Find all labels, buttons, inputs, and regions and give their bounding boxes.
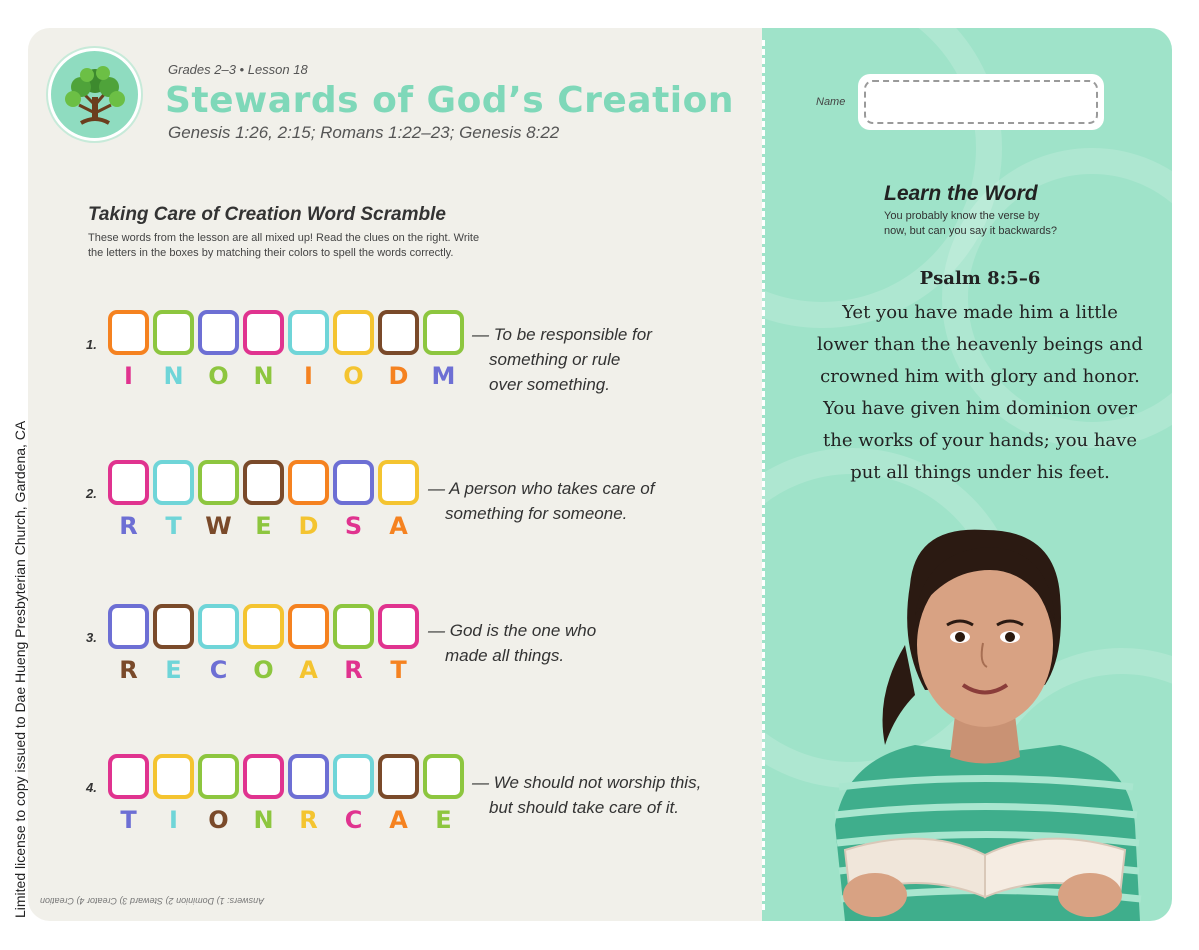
clue-line: something or rule <box>489 350 621 369</box>
letter-box[interactable] <box>198 310 239 355</box>
letter-box[interactable] <box>333 604 374 649</box>
puzzle-clue <box>472 322 652 397</box>
letter-box[interactable] <box>153 310 194 355</box>
scrambled-letter: A <box>389 806 408 834</box>
scrambled-letter: I <box>169 806 178 834</box>
puzzle-number: 4. <box>86 780 97 795</box>
letter-box[interactable] <box>108 460 149 505</box>
puzzle-clue <box>428 618 596 668</box>
letter-box[interactable] <box>108 754 149 799</box>
scrambled-letter: O <box>253 656 274 684</box>
activity-title: Taking Care of Creation Word Scramble <box>88 204 446 225</box>
girl-reading-illustration <box>815 525 1150 921</box>
letter-box[interactable] <box>288 604 329 649</box>
clue-line: — A person who takes care of <box>428 479 655 498</box>
name-field[interactable] <box>858 74 1104 130</box>
verse-line: the works of your hands; you have <box>823 430 1137 451</box>
scrambled-letter: R <box>119 656 138 684</box>
letter-box[interactable] <box>378 604 419 649</box>
scrambled-letter: T <box>390 656 407 684</box>
scrambled-letter: E <box>255 512 272 540</box>
puzzle-number: 2. <box>86 486 97 501</box>
verse-line: Yet you have made him a little <box>842 302 1118 323</box>
puzzle-number: 1. <box>86 337 97 352</box>
verse-line: put all things under his feet. <box>850 462 1110 483</box>
scrambled-letters <box>108 362 464 390</box>
letter-box[interactable] <box>108 310 149 355</box>
answer-boxes <box>108 754 464 799</box>
answer-boxes <box>108 460 419 505</box>
scrambled-letter: O <box>208 362 229 390</box>
activity-instructions-line: These words from the lesson are all mixed up! Read the clues on the right. Write <box>88 232 480 244</box>
letter-box[interactable] <box>198 604 239 649</box>
clue-line: something for someone. <box>445 504 628 523</box>
scrambled-letter: W <box>205 512 232 540</box>
scrambled-letter: C <box>344 806 363 834</box>
scrambled-letter: R <box>119 512 138 540</box>
learn-the-word-subtitle: now, but can you say it backwards? <box>884 225 1058 237</box>
letter-box[interactable] <box>153 754 194 799</box>
letter-box[interactable] <box>153 460 194 505</box>
letter-box[interactable] <box>243 310 284 355</box>
clue-line: but should take care of it. <box>489 798 679 817</box>
scripture-references: Genesis 1:26, 2:15; Romans 1:22–23; Genesis 8:22 <box>168 123 560 142</box>
license-notice: Limited license to copy issued to Dae Hueng Presbyterian Church, Gardena, CA <box>12 420 28 918</box>
scrambled-letter: A <box>389 512 408 540</box>
letter-box[interactable] <box>288 754 329 799</box>
activity-instructions-line: the letters in the boxes by matching their colors to spell the words correctly. <box>88 247 454 259</box>
scrambled-letter: I <box>124 362 133 390</box>
scrambled-letter: A <box>299 656 318 684</box>
name-label: Name <box>816 96 846 108</box>
scrambled-letter: N <box>253 806 274 834</box>
letter-box[interactable] <box>198 460 239 505</box>
puzzle-clue <box>472 770 701 820</box>
scrambled-letters <box>108 806 464 834</box>
scrambled-letter: D <box>388 362 409 390</box>
psalm-reference: Psalm 8:5–6 <box>919 268 1041 289</box>
letter-box[interactable] <box>243 754 284 799</box>
letter-box[interactable] <box>378 310 419 355</box>
letter-box[interactable] <box>288 460 329 505</box>
verse-line: lower than the heavenly beings and <box>817 334 1143 355</box>
puzzle-number: 3. <box>86 630 97 645</box>
letter-box[interactable] <box>243 604 284 649</box>
scrambled-letter: T <box>120 806 137 834</box>
answer-boxes <box>108 604 419 649</box>
letter-box[interactable] <box>288 310 329 355</box>
verse-line: crowned him with glory and honor. <box>820 366 1140 387</box>
scrambled-letter: R <box>299 806 318 834</box>
scrambled-letter: S <box>344 512 363 540</box>
scrambled-letter: E <box>435 806 452 834</box>
letter-box[interactable] <box>153 604 194 649</box>
scrambled-letter: I <box>304 362 313 390</box>
letter-box[interactable] <box>333 460 374 505</box>
answer-key: Answers: 1) Dominion 2) Steward 3) Creator 4) Creation <box>40 896 265 906</box>
scrambled-letter: N <box>163 362 184 390</box>
clue-line: — We should not worship this, <box>472 773 702 792</box>
scrambled-letters <box>108 656 419 684</box>
page-title: Stewards of God’s Creation <box>165 80 734 121</box>
scrambled-letter: M <box>431 362 456 390</box>
letter-box[interactable] <box>378 460 419 505</box>
scrambled-letter: C <box>209 656 228 684</box>
letter-box[interactable] <box>333 310 374 355</box>
clue-line: over something. <box>489 375 610 394</box>
scrambled-letter: E <box>165 656 182 684</box>
letter-box[interactable] <box>198 754 239 799</box>
scrambled-letters <box>108 512 419 540</box>
letter-box[interactable] <box>378 754 419 799</box>
letter-box[interactable] <box>333 754 374 799</box>
clue-line: — To be responsible for <box>472 325 652 344</box>
page-seam <box>762 40 765 910</box>
clue-line: made all things. <box>445 646 565 665</box>
learn-the-word-subtitle: You probably know the verse by <box>884 210 1040 222</box>
scrambled-letter: N <box>253 362 274 390</box>
clue-line: — God is the one who <box>428 621 597 640</box>
scrambled-letter: T <box>165 512 182 540</box>
scrambled-letter: R <box>344 656 363 684</box>
letter-box[interactable] <box>243 460 284 505</box>
learn-the-word-title: Learn the Word <box>884 182 1038 205</box>
letter-box[interactable] <box>423 310 464 355</box>
letter-box[interactable] <box>108 604 149 649</box>
scrambled-letter: D <box>298 512 319 540</box>
scrambled-letter: O <box>208 806 229 834</box>
lesson-grades: Grades 2–3 • Lesson 18 <box>168 62 308 77</box>
verse-line: You have given him dominion over <box>823 398 1137 419</box>
letter-box[interactable] <box>423 754 464 799</box>
answer-boxes <box>108 310 464 355</box>
tree-icon <box>48 48 141 141</box>
scrambled-letter: O <box>343 362 364 390</box>
puzzle-clue <box>428 476 654 526</box>
